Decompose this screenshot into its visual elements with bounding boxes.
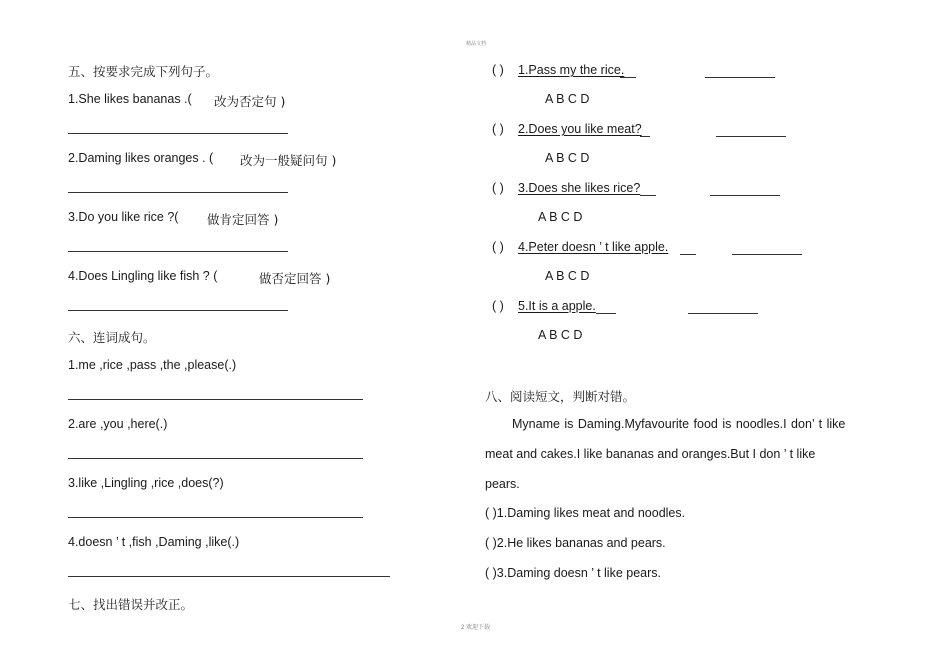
answer-bracket[interactable]: ( ) xyxy=(492,63,504,77)
option-letters: A B C D xyxy=(545,92,590,106)
answer-bracket[interactable]: ( ) xyxy=(492,240,504,254)
underline-tail xyxy=(620,77,636,78)
section5-item-2 xyxy=(68,151,213,165)
answer-line[interactable] xyxy=(68,310,288,311)
section5-item-hint: 做否定回答 ) xyxy=(259,271,331,286)
section6-item: 2.are ,you ,here(.) xyxy=(68,417,168,431)
correction-line[interactable] xyxy=(710,195,780,196)
section5-item-1 xyxy=(68,92,192,106)
option-letters: A B C D xyxy=(538,328,583,342)
underline-tail xyxy=(640,195,656,196)
section5-item-text: 4.Does Lingling like fish ? ( xyxy=(68,269,218,283)
judge-question[interactable]: ( )3.Daming doesn ’ t like pears. xyxy=(485,566,662,580)
correction-line[interactable] xyxy=(732,254,802,255)
correction-line[interactable] xyxy=(688,313,758,314)
passage-line-1: Myname is Daming.Myfavourite food is noodles.I don’ t like xyxy=(512,417,846,431)
answer-line[interactable] xyxy=(68,576,390,577)
section6-item: 1.me ,rice ,pass ,the ,please(.) xyxy=(68,358,237,372)
answer-line[interactable] xyxy=(68,517,363,518)
section5-item-text: 1.She likes bananas .( xyxy=(68,92,192,106)
section5-item-text: 3.Do you like rice ?( xyxy=(68,210,179,224)
error-sentence: 5.It is a apple. xyxy=(518,299,596,313)
judge-question[interactable]: ( )1.Daming likes meat and noodles. xyxy=(485,506,686,520)
section6-item: 3.like ,Lingling ,rice ,does(?) xyxy=(68,476,224,490)
section6-item: 4.doesn ’ t ,fish ,Daming ,like(.) xyxy=(68,535,240,549)
underline-tail xyxy=(680,254,696,255)
section5-title: 五、按要求完成下列句子。 xyxy=(68,64,219,79)
error-sentence: 2.Does you like meat? xyxy=(518,122,642,136)
section5-item-hint: 改为一般疑问句 ) xyxy=(240,153,337,168)
passage-line-3: pears. xyxy=(485,477,520,491)
underline-tail xyxy=(640,136,650,137)
option-letters: A B C D xyxy=(545,269,590,283)
answer-line[interactable] xyxy=(68,458,363,459)
answer-bracket[interactable]: ( ) xyxy=(492,299,504,313)
correction-line[interactable] xyxy=(716,136,786,137)
error-sentence: 3.Does she likes rice? xyxy=(518,181,641,195)
section5-item-3 xyxy=(68,210,178,224)
answer-line[interactable] xyxy=(68,133,288,134)
option-letters: A B C D xyxy=(538,210,583,224)
error-sentence: 1.Pass my the rice. xyxy=(518,63,625,77)
answer-line[interactable] xyxy=(68,251,288,252)
underline-tail xyxy=(596,313,616,314)
section5-item-text: 2.Daming likes oranges . ( xyxy=(68,151,214,165)
page-footer: 2 欢迎下载 xyxy=(461,625,491,631)
section5-item-hint: 做肯定回答 ) xyxy=(207,212,279,227)
error-sentence: 4.Peter doesn ’ t like apple. xyxy=(518,240,669,254)
section6-title: 六、连词成句。 xyxy=(68,330,156,345)
section8-title: 八、阅读短文，判断对错。 xyxy=(485,389,636,404)
correction-line[interactable] xyxy=(705,77,775,78)
answer-bracket[interactable]: ( ) xyxy=(492,181,504,195)
section7-title: 七、找出错误并改正。 xyxy=(68,597,194,612)
section5-item-hint: 改为否定句 ) xyxy=(214,94,286,109)
header-note: 精品文档 xyxy=(466,41,487,47)
option-letters: A B C D xyxy=(545,151,590,165)
answer-line[interactable] xyxy=(68,192,288,193)
answer-line[interactable] xyxy=(68,399,363,400)
section5-item-4 xyxy=(68,269,217,283)
judge-question[interactable]: ( )2.He likes bananas and pears. xyxy=(485,536,666,550)
passage-line-2: meat and cakes.I like bananas and oranges.But I don ’ t like xyxy=(485,447,816,461)
answer-bracket[interactable]: ( ) xyxy=(492,122,504,136)
